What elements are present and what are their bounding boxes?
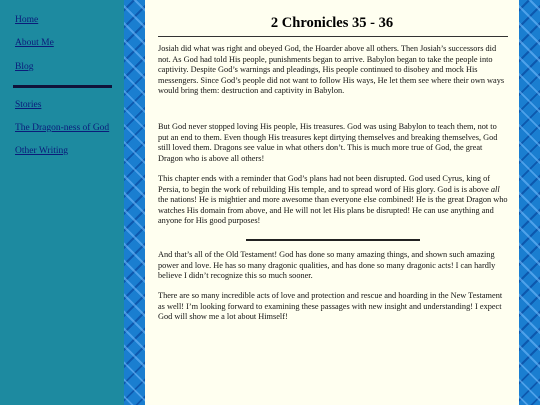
nav-link-home[interactable]: Home bbox=[15, 15, 39, 25]
paragraph-3 bbox=[158, 174, 508, 227]
paragraph-1: Josiah did what was right and obeyed God, the Hoarder above all others. Then Josiah’s successors did not. As God had told His people, punishments began to arrive. Babylon began to take the people into captivity. Despite God’s warnings and pleadings, His people continued to disobey and mock His messengers. Since God’s people did not want to follow His ways, He let them see where their own ways would bring them: destruction and captivity in Babylon. bbox=[158, 44, 505, 96]
nav-link-blog[interactable]: Blog bbox=[15, 62, 34, 72]
nav-link-dragon-ness-of-god[interactable]: The Dragon-ness of God bbox=[15, 123, 110, 133]
nav-link-stories[interactable]: Stories bbox=[15, 100, 42, 110]
section-divider bbox=[246, 239, 420, 241]
paragraph-3-emphasis: all bbox=[490, 184, 500, 194]
title-divider bbox=[158, 36, 508, 37]
article-content bbox=[145, 0, 519, 405]
paragraph-2: But God never stopped loving His people, His treasures. God was using Babylon to teach them, not to put an end to them. Even though His treasures kept dirtying themselves and breaking themselves, God still loved them. Dragons see value in what others don’t. This is much more true of God, the great Dragon who is above all others! bbox=[158, 122, 498, 163]
nav-link-about-me[interactable]: About Me bbox=[15, 38, 54, 48]
paragraph-5: There are so many incredible acts of love and protection and rescue and hoarding in the New Testament as well! I’m looking forward to examining these passages with new insight and understanding! I expect God will show me a lot about Himself! bbox=[158, 291, 503, 322]
nav-link-other-writing[interactable]: Other Writing bbox=[15, 146, 69, 156]
page-title: 2 Chronicles 35 - 36 bbox=[270, 15, 394, 31]
sidebar-nav bbox=[0, 0, 124, 405]
paragraph-3-text-b: the nations! He is mightier and more awesome than everyone else combined! He is the great Dragon who watches His domain from above, and He will not let His plans be disrupted! He can use anything and anyone for His good purposes! bbox=[158, 195, 508, 226]
decorative-border-left bbox=[124, 0, 145, 405]
paragraph-3-text-a: This chapter ends with a reminder that God’s plans had not been disrupted. God used Cyrus, king of Persia, to begin the work of rebuilding His temple, and to spread word of His glory. God is is above bbox=[158, 174, 491, 194]
decorative-border-right bbox=[519, 0, 540, 405]
nav-divider bbox=[13, 85, 112, 88]
paragraph-4: And that’s all of the Old Testament! God has done so many amazing things, and shown such amazing power and love. He has so many dragonic qualities, and has done so many dragonic acts! I can hardly believe I didn’t recognize this so much sooner. bbox=[158, 250, 496, 281]
